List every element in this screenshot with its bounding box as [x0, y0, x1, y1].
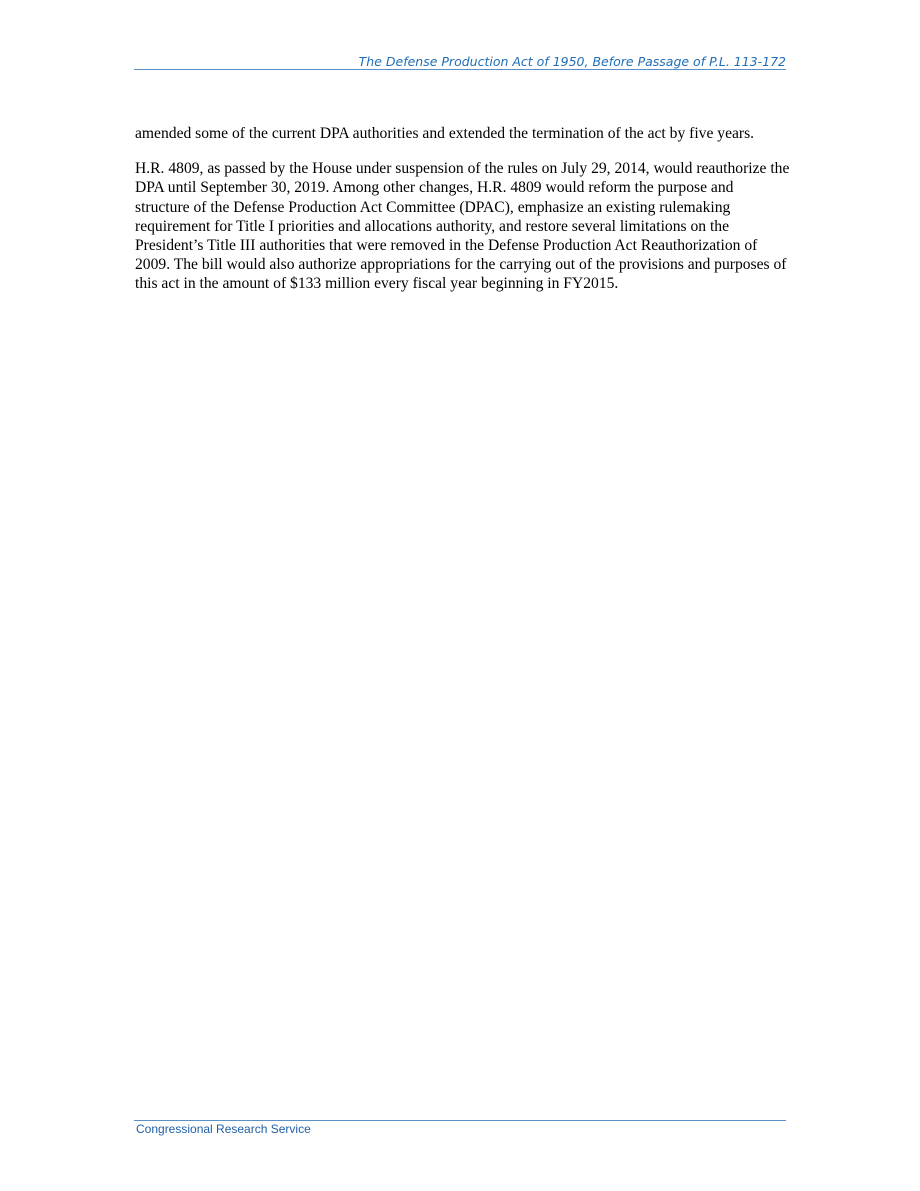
body-text — [135, 124, 790, 310]
header-rule — [134, 69, 786, 70]
paragraph-hr4809: H.R. 4809, as passed by the House under suspension of the rules on July 29, 2014, would reauthorize the DPA until September 30, 2019. Among other changes, H.R. 4809 would reform the purpose and structure of the Defense Production Act Committee (DPAC), emphasize an existing rulemaking requirement for Title I priorities and allocations authority, and restore several limitations on the President’s Title III authorities that were removed in the Defense Production Act Reauthorization of 2009. The bill would also authorize appropriations for the carrying out of the provisions and purposes of this act in the amount of $133 million every fiscal year beginning in FY2015. — [135, 160, 790, 293]
running-footer: Congressional Research Service — [136, 1122, 311, 1136]
running-header: The Defense Production Act of 1950, Before Passage of P.L. 113-172 — [358, 54, 786, 69]
paragraph-continuation: amended some of the current DPA authorities and extended the termination of the act by five years. — [135, 125, 755, 142]
footer-rule — [134, 1120, 786, 1121]
